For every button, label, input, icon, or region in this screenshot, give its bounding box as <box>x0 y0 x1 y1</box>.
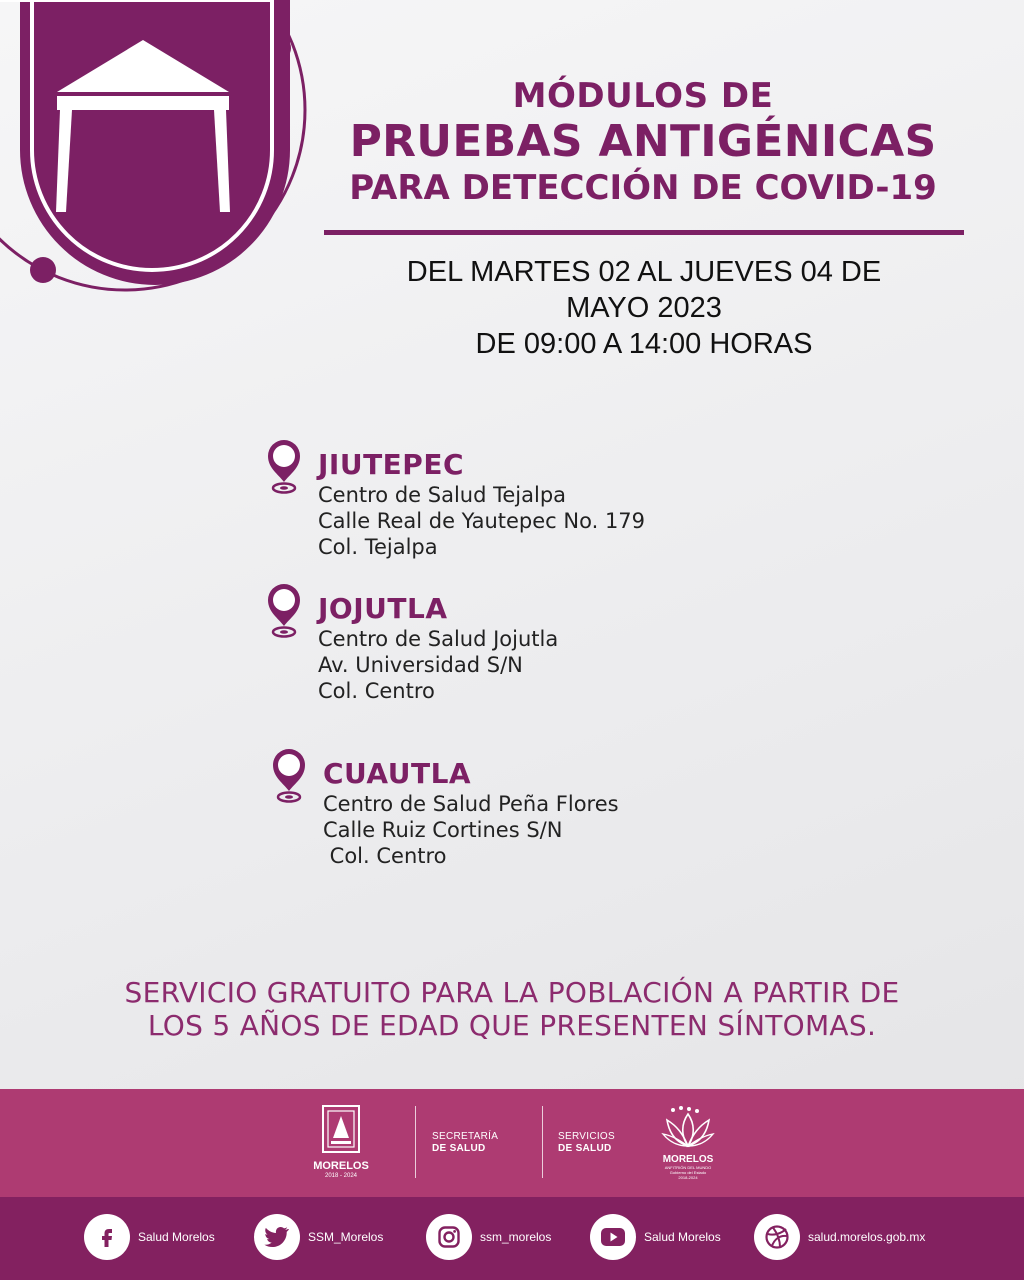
location-street: Av. Universidad S/N <box>318 653 523 677</box>
footer-logo-band <box>0 1089 1024 1197</box>
social-twitter[interactable] <box>254 1213 383 1261</box>
instagram-icon <box>426 1214 472 1260</box>
gobierno-name: MORELOS <box>662 1154 714 1165</box>
social-label: salud.morelos.gob.mx <box>808 1230 926 1244</box>
schedule-line-3: DE 09:00 A 14:00 HORAS <box>475 328 813 360</box>
gobierno-tagline: ANFITRIÓN DEL MUNDO <box>664 1165 712 1170</box>
social-website[interactable] <box>754 1213 925 1261</box>
servicios-line-2: DE SALUD <box>558 1143 612 1154</box>
social-facebook[interactable] <box>84 1213 215 1261</box>
location-city: CUAUTLA <box>323 757 472 790</box>
secretaria-line-1: SECRETARÍA <box>432 1131 499 1142</box>
servicios-salud-logo <box>558 1131 615 1155</box>
service-line-2: LOS 5 AÑOS DE EDAD QUE PRESENTEN SÍNTOMAS. <box>147 1009 877 1042</box>
social-label: SSM_Morelos <box>308 1230 384 1244</box>
servicios-line-1: SERVICIOS <box>558 1131 615 1142</box>
gobierno-sub: Gobierno del Estado <box>669 1170 707 1175</box>
schedule-line-2: MAYO 2023 <box>566 292 722 324</box>
social-label: ssm_morelos <box>480 1230 552 1244</box>
social-label: Salud Morelos <box>138 1230 215 1244</box>
location-pin-icon <box>264 582 304 638</box>
location-colony: Col. Tejalpa <box>318 535 438 559</box>
schedule-line-1: DEL MARTES 02 AL JUEVES 04 DE <box>406 256 882 288</box>
morelos-years: 2018 - 2024 <box>324 1173 358 1179</box>
gobierno-morelos-logo <box>650 1106 726 1180</box>
secretaria-salud-logo <box>432 1131 498 1155</box>
facebook-icon <box>84 1214 130 1260</box>
location-place: Centro de Salud Tejalpa <box>318 483 567 507</box>
location-street: Calle Ruiz Cortines S/N <box>323 818 563 842</box>
youtube-icon <box>590 1214 636 1260</box>
location-colony: Col. Centro <box>323 844 447 868</box>
secretaria-line-2: DE SALUD <box>432 1143 486 1154</box>
service-note <box>40 976 984 1042</box>
location-city: JIUTEPEC <box>318 448 464 481</box>
web-globe-icon <box>754 1214 800 1260</box>
coat-of-arms-icon <box>321 1104 361 1156</box>
location-pin-icon <box>264 438 304 494</box>
twitter-icon <box>254 1214 300 1260</box>
social-instagram[interactable] <box>426 1213 551 1261</box>
title-line-3: PARA DETECCIÓN DE COVID-19 <box>349 168 937 208</box>
main-title <box>322 76 964 208</box>
footer-divider <box>415 1106 416 1178</box>
footer-divider <box>542 1106 543 1178</box>
title-line-1: MÓDULOS DE <box>512 76 774 116</box>
location-city: JOJUTLA <box>318 592 448 625</box>
title-divider <box>324 230 964 235</box>
lotus-flower-icon <box>659 1106 717 1150</box>
morelos-name: MORELOS <box>313 1160 369 1172</box>
location-place: Centro de Salud Jojutla <box>318 627 559 651</box>
social-youtube[interactable] <box>590 1213 721 1261</box>
location-colony: Col. Centro <box>318 679 435 703</box>
service-line-1: SERVICIO GRATUITO PARA LA POBLACIÓN A PARTIR DE <box>124 976 900 1009</box>
location-place: Centro de Salud Peña Flores <box>323 792 619 816</box>
gobierno-years: 2018-2024 <box>678 1175 698 1180</box>
location-pin-icon <box>269 747 309 803</box>
tent-emblem-icon <box>0 0 320 300</box>
morelos-coat-of-arms-logo <box>306 1104 376 1180</box>
schedule <box>324 254 964 362</box>
title-line-2: PRUEBAS ANTIGÉNICAS <box>349 116 937 167</box>
social-label: Salud Morelos <box>644 1230 721 1244</box>
location-street: Calle Real de Yautepec No. 179 <box>318 509 646 533</box>
